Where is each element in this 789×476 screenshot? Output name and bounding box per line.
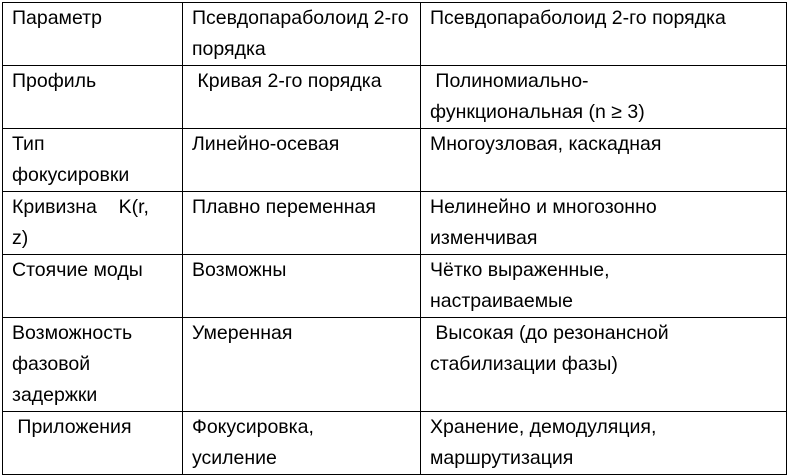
- table-row: [3, 255, 787, 318]
- header-cell-col3: Псевдопараболоид 2-го порядка: [421, 3, 787, 66]
- header-cell-col2: Псевдопараболоид 2-го порядка: [183, 3, 421, 66]
- table-row: [3, 412, 787, 475]
- row-param-cell: Стоячие моды: [3, 255, 183, 318]
- row-param-cell: Кривизна K(r, z): [3, 192, 183, 255]
- row-param-cell: Тип фокусировки: [3, 129, 183, 192]
- table-row: [3, 129, 787, 192]
- row-col2-cell: Кривая 2-го порядка: [183, 66, 421, 129]
- table-row: [3, 66, 787, 129]
- row-col3-cell: Чётко выраженные, настраиваемые: [421, 255, 787, 318]
- row-col2-cell: Фокусировка, усиление: [183, 412, 421, 475]
- row-col3-cell: Хранение, демодуляция, маршрутизация: [421, 412, 787, 475]
- row-param-cell: Возможность фазовой задержки: [3, 318, 183, 412]
- row-param-cell: Приложения: [3, 412, 183, 475]
- row-col2-cell: Плавно переменная: [183, 192, 421, 255]
- row-col3-cell: Многоузловая, каскадная: [421, 129, 787, 192]
- row-col2-cell: Умеренная: [183, 318, 421, 412]
- row-col3-cell: Нелинейно и многозонно изменчивая: [421, 192, 787, 255]
- table-row: [3, 318, 787, 412]
- row-col2-cell: Линейно-осевая: [183, 129, 421, 192]
- row-col3-cell: Полиномиально- функциональная (n ≥ 3): [421, 66, 787, 129]
- comparison-table: [2, 2, 787, 475]
- table-header-row: [3, 3, 787, 66]
- row-col3-cell: Высокая (до резонансной стабилизации фазы): [421, 318, 787, 412]
- header-cell-param: Параметр: [3, 3, 183, 66]
- row-col2-cell: Возможны: [183, 255, 421, 318]
- table-row: [3, 192, 787, 255]
- row-param-cell: Профиль: [3, 66, 183, 129]
